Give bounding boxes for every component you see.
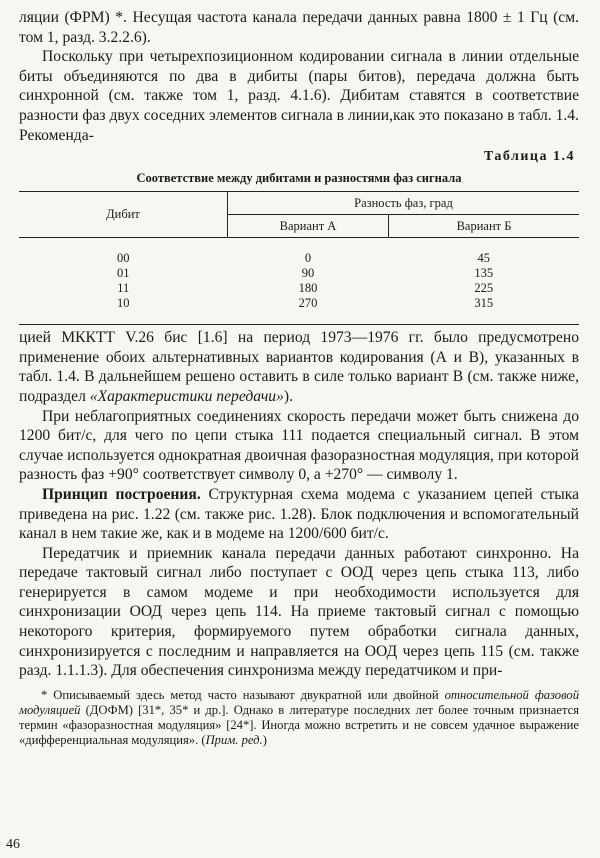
section-heading: Принцип построения. <box>42 485 201 503</box>
paragraph-1: ляции (ФРМ) *. Несущая частота канала передачи данных равна 1800 ± 1 Гц (см. том 1, разд. 3.2.2.6). <box>19 9 579 46</box>
cell-variant-b: 135 <box>474 266 494 281</box>
table-row <box>19 296 579 325</box>
page-number: 46 <box>6 837 20 852</box>
cell-dibit: 01 <box>117 266 130 281</box>
header-variant-a: Вариант А <box>228 215 389 238</box>
paragraph-3: цией МККТТ V.26 бис [1.6] на период 1973—1976 гг. было предусмотрено применение обоих альтернативных вариантов кодирования (А и В), указанных в табл. 1.4. В дальнейшем решено оставить в силе только вариант В (см. также ниже, подраздел «Характеристики передачи»). <box>19 329 579 405</box>
section-reference: «Характеристики передачи» <box>89 387 284 405</box>
page-content <box>19 8 579 748</box>
cell-variant-b: 225 <box>474 281 494 296</box>
cell-variant-a: 0 <box>304 251 312 266</box>
table-title: Соответствие между дибитами и разностями фаз сигнала <box>136 171 462 186</box>
phase-table <box>19 191 579 325</box>
paragraph-6: Передатчик и приемник канала передачи данных работают синхронно. На передаче тактовый сигнал либо поступает с ООД через цепь стыка 113, либо генерируется в самом модеме и при необходимости используется для синхронизации ООД через цепь 114. На приеме тактовый сигнал с помощью некоторого критерия, формируемого путем обработки сигнала данных, синхронизируется с последним и направляется на ООД через цепь 115 (см. также разд. 1.1.1.3). Для обеспечения синхронизма между передатчиком и при- <box>19 544 579 680</box>
paragraph-2: Поскольку при четырехпозиционном кодировании сигнала в линии отдельные биты объединяются по два в дибиты (пары битов), передача должна быть синхронной (см. также том 1, разд. 4.1.6). Дибитам ставятся в соответствие разности фаз двух соседних элементов сигнала в линии,как это показано в табл. 1.4. Рекоменда- <box>19 48 579 144</box>
table-row <box>19 238 579 267</box>
cell-variant-b: 45 <box>477 251 490 266</box>
cell-dibit: 11 <box>117 281 130 296</box>
table-row <box>19 266 579 281</box>
cell-variant-a: 90 <box>301 266 315 281</box>
cell-variant-b: 315 <box>389 296 580 325</box>
table-row <box>19 281 579 296</box>
table-caption: Таблица 1.4 <box>483 149 575 165</box>
cell-dibit: 10 <box>19 296 228 325</box>
header-variant-b: Вариант Б <box>389 215 580 238</box>
header-dibit: Дибит <box>19 192 228 238</box>
cell-variant-a: 180 <box>298 281 318 296</box>
paragraph-5: Принцип построения. Структурная схема модема с указанием цепей стыка приведена на рис. 1.22 (см. также рис. 1.28). Блок подключения и вспомогательный канал в нем такие же, как и в модеме на 1200/600 бит/с. <box>19 485 579 543</box>
cell-variant-a: 270 <box>228 296 389 325</box>
cell-dibit: 00 <box>117 251 130 266</box>
paragraph-4: При неблагоприятных соединениях скорость передачи может быть снижена до 1200 бит/с, для чего по цепи стыка 111 подается специальный сигнал. В этом случае используется однократная двоичная фазоразностная модуляция, при которой разность фаз +90° соответствует символу 0, а +270° — символу 1. <box>19 407 579 484</box>
header-phase-difference: Разность фаз, град <box>228 192 580 215</box>
footnote: * Описываемый здесь метод часто называют двукратной или двойной относительной фазовой модуляцией (ДОФМ) [31*, 35* и др.]. Однако в литературе последних лет более точным признается термин «фазоразностная модуляция» [24*]. Иногда можно встретить и не совсем удачное выражение «дифференциальная модуляция». (Прим. ред.) <box>19 687 579 747</box>
